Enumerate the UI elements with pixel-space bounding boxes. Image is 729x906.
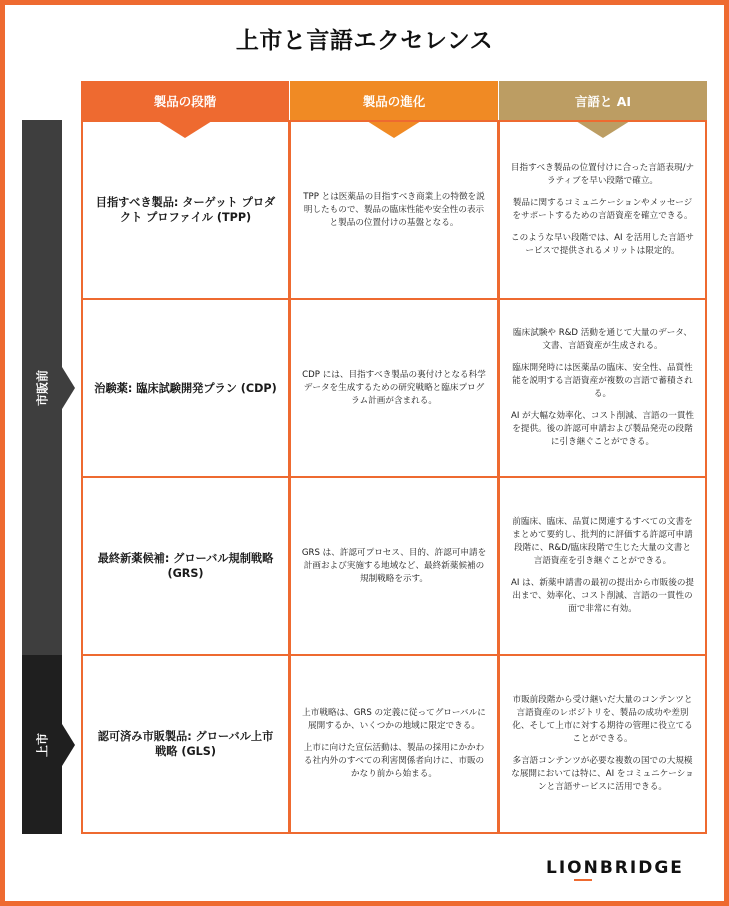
header-language-ai-label: 言語と AI [574, 94, 632, 109]
stage-cell-gls [81, 654, 290, 834]
side-arrow-launch [62, 724, 75, 766]
language-text: 臨床開発時には医薬品の臨床、安全性、品質性能を説明する言語資産が複数の言語で蓄積される。 [512, 363, 693, 399]
language-text: 製品に関するコミュニケーションやメッセージをサポートするための言語資産を確立できる。 [512, 198, 693, 221]
evolution-text: 上市戦略は、GRS の定義に従ってグローバルに展開するか、いくつかの地域に限定できる。 [302, 708, 486, 731]
matrix-grid [81, 81, 707, 834]
evolution-text: TPP とは医薬品の目指すべき商業上の特徴を説明したもので、製品の臨床性能や安全性の表示と製品の位置付けの基盤となる。 [303, 191, 485, 228]
language-cell-tpp [498, 120, 707, 300]
language-text: 目指すべき製品の位置付けに合った言語表現/ナラティブを早い段階で確立。 [510, 163, 695, 186]
stage-text: 治験薬: 臨床試験開発プラン (CDP) [94, 381, 277, 395]
language-text: AI は、新薬申請書の最初の提出から市販後の提出まで、効率化、コスト削減、言語の一貫性の面で非常に有効。 [510, 578, 695, 614]
stage-text: 目指すべき製品: ターゲット プロダクト プロファイル (TPP) [95, 196, 276, 224]
header-language-ai [499, 81, 707, 121]
logo-text: LIONBRIDGE [546, 858, 684, 878]
side-label-launch-text: 上市 [35, 732, 50, 757]
header-product-stage [81, 81, 289, 121]
side-label-pre-market [22, 120, 62, 655]
evolution-cell-cdp [289, 298, 499, 478]
language-cell-grs [498, 476, 707, 656]
header-product-evolution-label: 製品の進化 [362, 94, 426, 109]
language-text: このような早い段階では、AI を活用した言語サービスで提供されるメリットは限定的。 [510, 233, 695, 256]
lionbridge-logo [546, 858, 684, 878]
language-text: 前臨床、臨床、品質に関連するすべての文書をまとめて要約し、批判的に評価する許認可申請段階に、R&D/臨床段階で生じた大量の文書と言語資産を引き継ぐことができる。 [512, 517, 693, 566]
evolution-cell-tpp [289, 120, 499, 300]
language-text: 市販前段階から受け継いだ大量のコンテンツと言語資産のレポジトリを、製品の成功や差別化、そして上市に対する期待の管理に役立てることができる。 [512, 695, 693, 744]
evolution-cell-grs [289, 476, 499, 656]
evolution-text: CDP には、目指すべき製品の裏付けとなる科学データを生成するための研究戦略と臨床プログラム計画が含まれる。 [302, 369, 486, 406]
logo-underline [574, 879, 592, 881]
stage-text: 最終新薬候補: グローバル規制戦略 (GRS) [97, 552, 274, 580]
language-text: 臨床試験や R&D 活動を通じて大量のデータ、文書、言語資産が生成される。 [513, 328, 692, 351]
stage-text: 認可済み市販製品: グローバル上市戦略 (GLS) [97, 730, 274, 758]
side-label-pre-market-text: 市販前 [35, 369, 50, 406]
language-cell-cdp [498, 298, 707, 478]
stage-cell-grs [81, 476, 290, 656]
language-cell-gls [498, 654, 707, 834]
page-title: 上市と言語エクセレンス [235, 28, 494, 54]
language-text: AI が大幅な効率化、コスト削減、言語の一貫性を提供。後の許認可申請および製品発売の段階に引き継ぐことができる。 [510, 411, 695, 447]
evolution-text: GRS は、許認可プロセス、目的、許認可申請を計画および実施する地域など、最終新薬候補の規制戦略を示す。 [301, 547, 487, 584]
stage-cell-tpp [81, 120, 290, 300]
header-product-evolution [290, 81, 498, 121]
side-label-launch [22, 655, 62, 834]
side-arrow-pre-market [62, 367, 75, 409]
stage-cell-cdp [81, 298, 290, 478]
header-product-stage-label: 製品の段階 [153, 94, 217, 109]
evolution-cell-gls [289, 654, 499, 834]
language-text: 多言語コンテンツが必要な複数の国での大規模な展開においては特に、AI をコミュニケーションと言語サービスに活用できる。 [511, 756, 694, 792]
evolution-text: 上市に向けた宣伝活動は、製品の採用にかかわる社内外のすべての利害関係者向けに、市販のかなり前から始まる。 [303, 743, 485, 779]
